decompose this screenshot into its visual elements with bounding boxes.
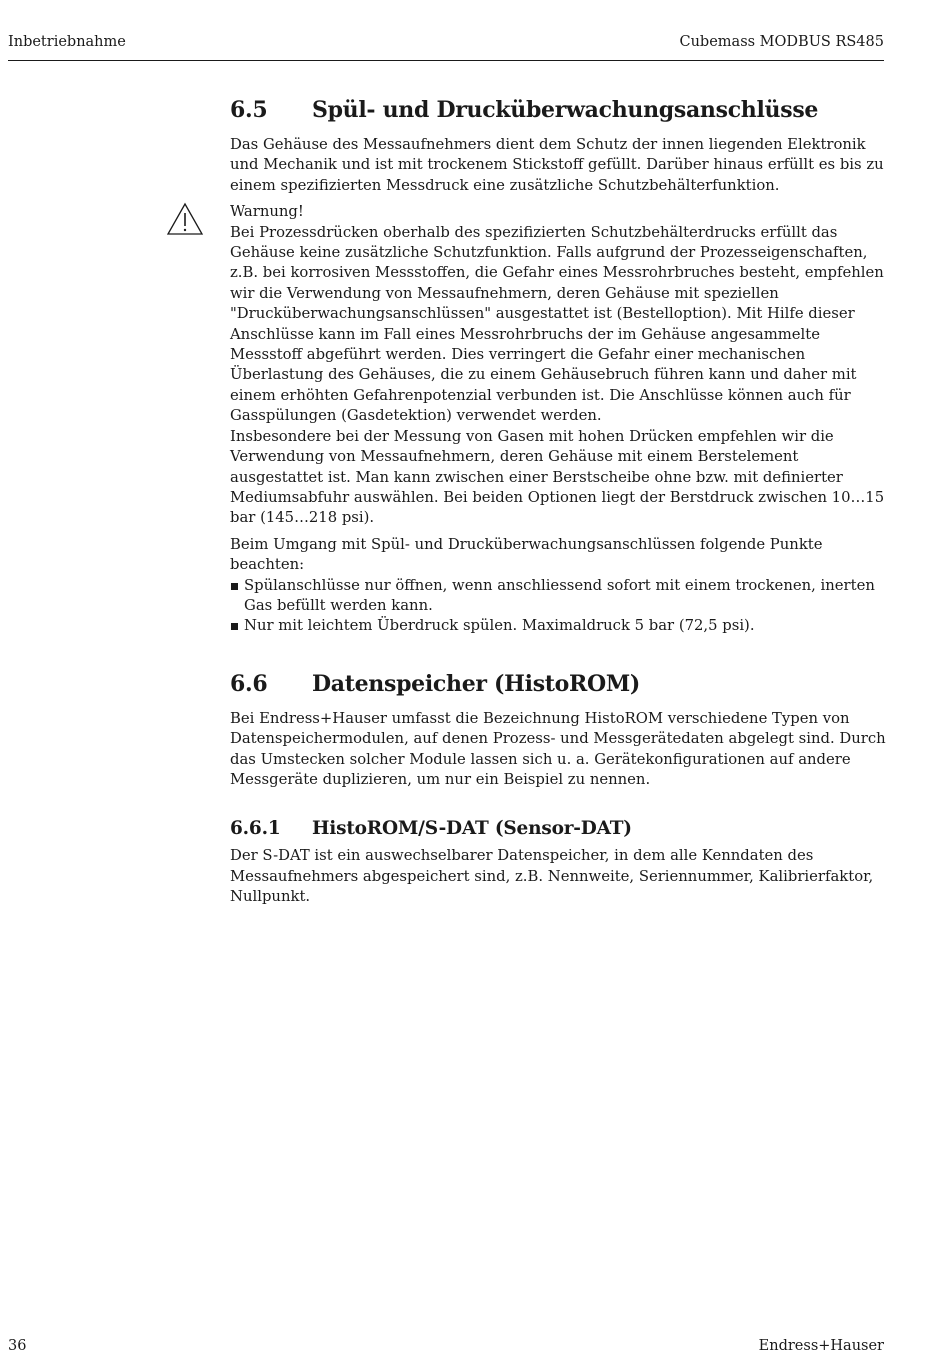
section-body: Bei Endress+Hauser umfasst die Bezeichnung HistoROM verschiedene Typen von Datenspeichermodulen, auf denen Prozess- und Messgerätedaten abgelegt sind. Durch das Umstecken solcher Module lassen sich u. a. Gerätekonfigurationen auf andere Messgeräte duplizieren, um nur ein Beispiel zu nennen. [230, 709, 886, 788]
page-number: 36 [8, 1338, 27, 1354]
bullet-square-icon [231, 583, 238, 590]
warning-block [230, 202, 886, 529]
subsection-body: Der S-DAT ist ein auswechselbarer Datenspeicher, in dem alle Kenndaten des Messaufnehmers abgespeichert sind, z.B. Nennweite, Seriennummer, Kalibrierfaktor, Nullpunkt. [230, 847, 874, 906]
section-6-5 [230, 95, 886, 637]
subsection-heading [230, 816, 886, 842]
section-number: 6.6 [230, 670, 268, 697]
section-title: Spül- und Drucküberwachungsanschlüsse [312, 97, 819, 123]
section-6-6 [230, 669, 886, 791]
page-header [8, 30, 884, 61]
page-content [230, 95, 886, 908]
warning-label: Warnung! [230, 203, 304, 221]
handling-list [230, 576, 886, 637]
section-intro-paragraph: Das Gehäuse des Messaufnehmers dient dem Schutz der innen liegenden Elektronik und Mechanik und ist mit trockenem Stickstoff gefüllt. Darüber hinaus erfüllt es bis zu einem spezifizierten Messdruck eine zusätzliche Schutzbehälterfunktion. [230, 136, 884, 194]
warning-paragraph-1: Bei Prozessdrücken oberhalb des spezifizierten Schutzbehälterdrucks erfüllt das Gehäuse keine zusätzliche Schutzfunktion. Falls aufgrund der Prozesseigenschaften, z.B. bei korrosiven Messstoffen, die Gefahr eines Messrohrbruches besteht, empfehlen wir die Verwendung von Messaufnehmern, deren Gehäuse mit speziellen "Drucküberwachungsanschlüssen" ausgestattet ist (Bestelloption). Mit Hilfe dieser Anschlüsse kann im Fall eines Messrohrbruchs der im Gehäuse angesammelte Messstoff abgeführt werden. Dies verringert die Gefahr einer mechanischen Überlastung des Gehäuses, die zu einem Gehäusebruch führen kann und daher mit einem erhöhten Gefahrenpotenzial verbunden ist. Die Anschlüsse können auch für Gasspülungen (Gasdetektion) verwendet werden. [230, 223, 884, 425]
list-item-text: Spülanschlüsse nur öffnen, wenn anschliessend sofort mit einem trockenen, inerten Gas befüllt werden kann. [244, 576, 875, 614]
list-item-text: Nur mit leichtem Überdruck spülen. Maximaldruck 5 bar (72,5 psi). [244, 617, 755, 635]
section-heading [230, 669, 886, 699]
section-6-6-1 [230, 816, 886, 907]
subsection-number: 6.6.1 [230, 818, 281, 840]
section-number: 6.5 [230, 97, 268, 123]
warning-triangle-icon [166, 202, 204, 236]
header-product-name: Cubemass MODBUS RS485 [679, 34, 884, 50]
list-item [230, 576, 886, 617]
warning-paragraph-2: Insbesondere bei der Messung von Gasen mit hohen Drücken empfehlen wir die Verwendung von Messaufnehmern, deren Gehäuse mit einem Berstelement ausgestattet ist. Man kann zwischen einer Berstscheibe ohne bzw. mit definierter Mediumsabfuhr auswählen. Bei beiden Optionen liegt der Berstdruck zwischen 10…15 bar (145…218 psi). [230, 427, 885, 527]
section-title: Datenspeicher (HistoROM) [312, 670, 641, 697]
handling-intro: Beim Umgang mit Spül- und Drucküberwachungsanschlüssen folgende Punkte beachten: [230, 535, 823, 574]
header-chapter-title: Inbetriebnahme [8, 34, 126, 50]
footer-brand: Endress+Hauser [758, 1338, 884, 1354]
section-heading [230, 95, 886, 125]
list-item [230, 616, 886, 636]
bullet-square-icon [231, 623, 238, 630]
subsection-title: HistoROM/S-DAT (Sensor-DAT) [312, 818, 632, 840]
